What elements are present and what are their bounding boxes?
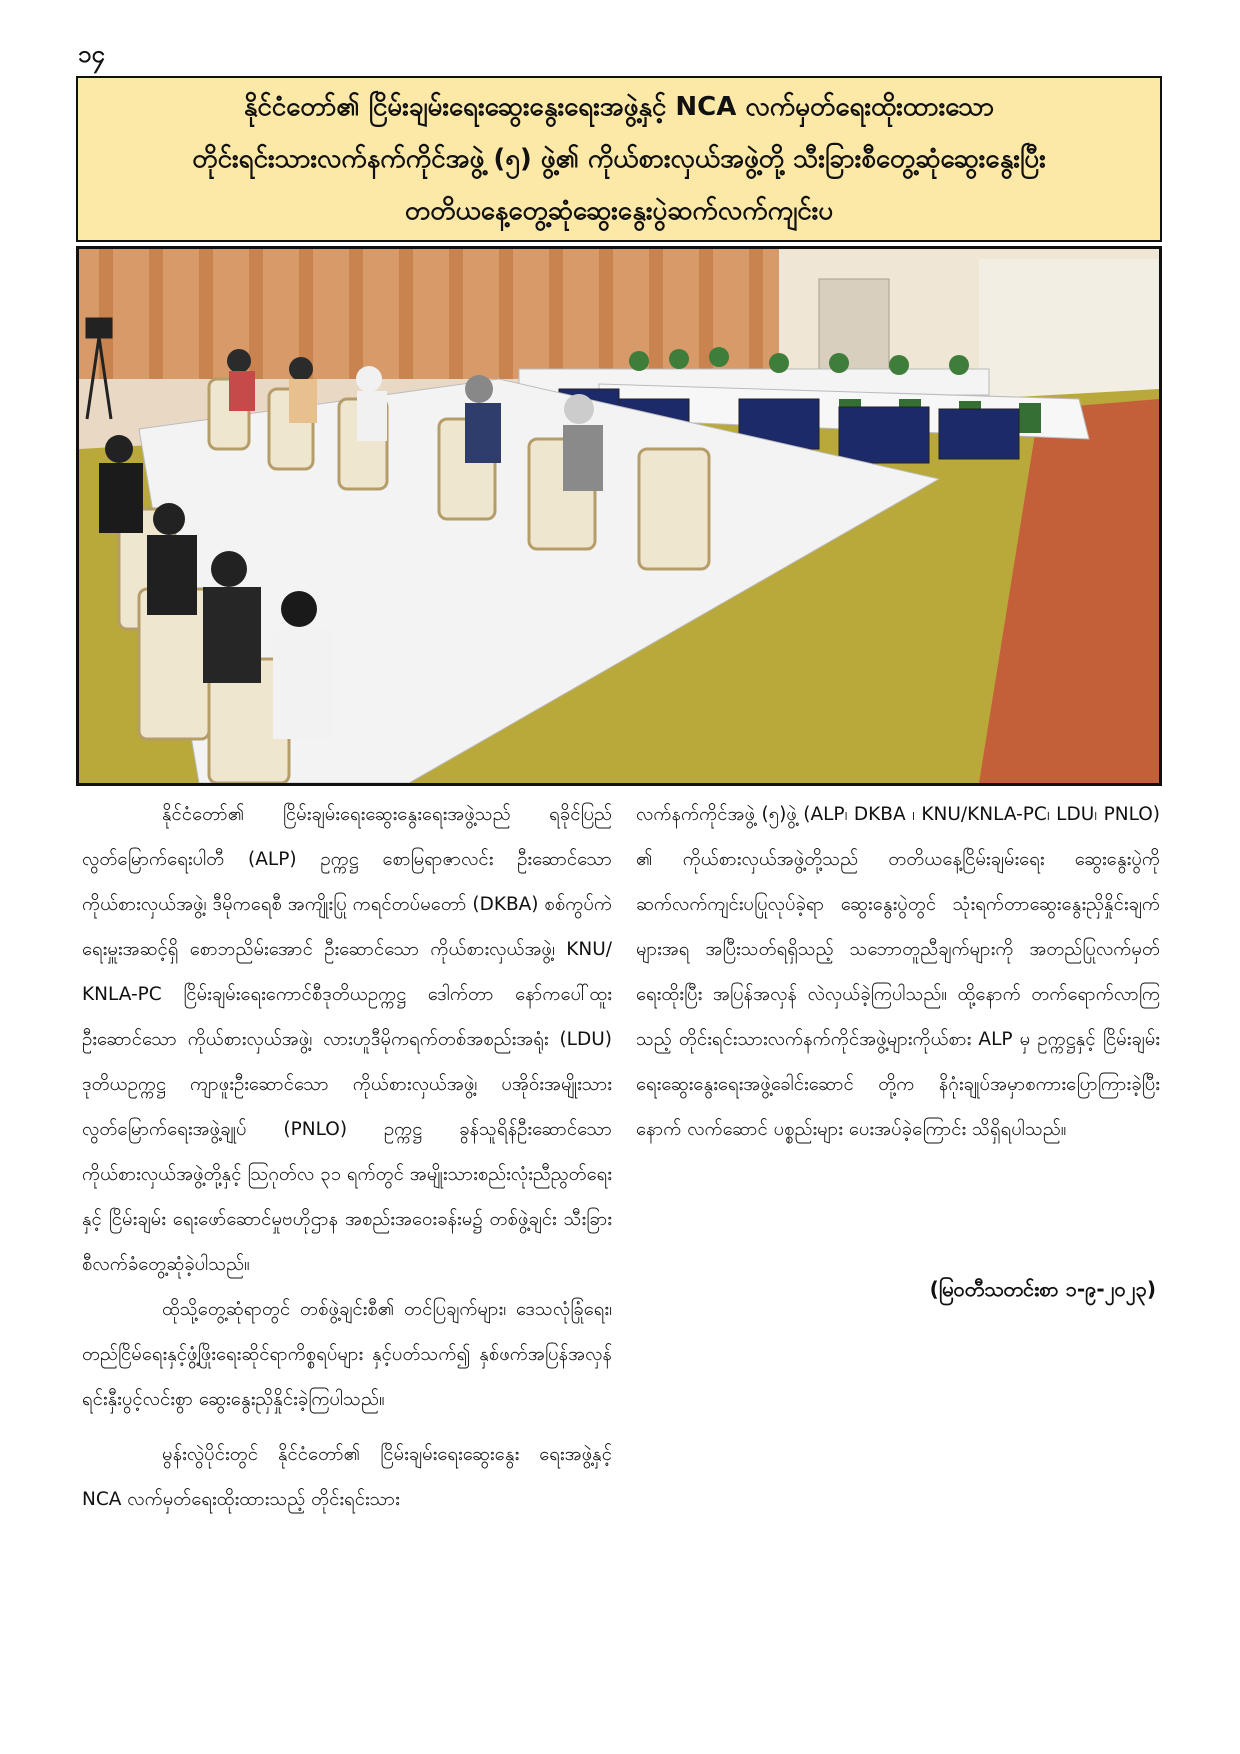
meeting-photo [76, 246, 1162, 786]
headline-line-1: နိုင်ငံတော်၏ ငြိမ်းချမ်းရေးဆွေးနွေးရေးအဖွဲ့နှင့် NCA လက်မှတ်ရေးထိုးထားသော [243, 92, 995, 122]
source-credit: (မြဝတီသတင်းစာ ၁-၉-၂၀၂၃) [929, 1277, 1156, 1301]
article-paragraph-1: နိုင်ငံတော်၏ ငြိမ်းချမ်းရေးဆွေးနွေးရေးအဖွဲ့သည် ရခိုင်ပြည်လွတ်မြောက်ရေးပါတီ (ALP) ဥက္ကဋ္ဌ စောမြရာဇာလင်း ဦးဆောင်သော ကိုယ်စားလှယ်အဖွဲ့၊ ဒီမိုကရေစီ အကျိုးပြု ကရင်တပ်မတော် (DKBA) စစ်ကွပ်ကဲရေးမှူးအဆင့်ရှိ စောဘညိမ်းအောင် ဦးဆောင်သော ကိုယ်စားလှယ်အဖွဲ့၊ KNU/ KNLA-PC ငြိမ်းချမ်းရေးကောင်စီဒုတိယဥက္ကဋ္ဌ ဒေါက်တာ နော်ကပေါ်ထူးဦးဆောင်သော ကိုယ်စားလှယ်အဖွဲ့၊ လားဟူဒီမိုကရက်တစ်အစည်းအရုံး (LDU) ဒုတိယဥက္ကဋ္ဌ ကျာဖူးဦးဆောင်သော ကိုယ်စားလှယ်အဖွဲ့၊ ပအိုဝ်းအမျိုးသားလွတ်မြောက်ရေးအဖွဲ့ချုပ် (PNLO) ဥက္ကဋ္ဌ ခွန်သူရိန်ဦးဆောင်သော ကိုယ်စားလှယ်အဖွဲ့တို့နှင့် ဩဂုတ်လ ၃၁ ရက်တွင် အမျိုးသားစည်းလုံးညီညွတ်ရေးနှင့် ငြိမ်းချမ်း ရေးဖော်ဆောင်မှုဗဟိုဌာန အစည်းအဝေးခန်းမ၌ တစ်ဖွဲ့ချင်း သီးခြားစီလက်ခံတွေ့ဆုံခဲ့ပါသည်။ [82, 804, 612, 1275]
headline-line-3: တတိယနေ့တွေ့ဆုံဆွေးနွေးပွဲဆက်လက်ကျင်းပ [404, 196, 834, 226]
page-number: ၁၄ [78, 40, 105, 68]
article-left-column [82, 792, 612, 1522]
article-right-column [636, 792, 1160, 1152]
article-paragraph-3: မွန်းလွဲပိုင်းတွင် နိုင်ငံတော်၏ ငြိမ်းချမ်းရေးဆွေးနွေး ရေးအဖွဲ့နှင့် NCA လက်မှတ်ရေးထိုးထားသည့် တိုင်းရင်းသား [82, 1444, 612, 1510]
meeting-photo-illustration [79, 249, 1159, 783]
article-paragraph-4: လက်နက်ကိုင်အဖွဲ့ (၅)ဖွဲ့ (ALP၊ DKBA ၊ KNU/KNLA-PC၊ LDU၊ PNLO) ၏ ကိုယ်စားလှယ်အဖွဲ့တို့သည် တတိယနေ့ငြိမ်းချမ်းရေး ဆွေးနွေးပွဲကို ဆက်လက်ကျင်းပပြုလုပ်ခဲ့ရာ ဆွေးနွေးပွဲတွင် သုံးရက်တာဆွေးနွေးညှိနှိုင်းချက်များအရ အပြီးသတ်ရရှိသည့် သဘောတူညီချက်များကို အတည်ပြုလက်မှတ်ရေးထိုးပြီး အပြန်အလှန် လဲလှယ်ခဲ့ကြပါသည်။ ထို့နောက် တက်ရောက်လာကြသည့် တိုင်းရင်းသားလက်နက်ကိုင်အဖွဲ့များကိုယ်စား ALP မှ ဥက္ကဋ္ဌနှင့် ငြိမ်းချမ်းရေးဆွေးနွေးရေးအဖွဲ့ခေါင်းဆောင် တို့က နိဂုံးချုပ်အမှာစကားပြောကြားခဲ့ပြီးနောက် လက်ဆောင် ပစ္စည်းများ ပေးအပ်ခဲ့ကြောင်း သိရှိရပါသည်။ [636, 804, 1160, 1140]
article-paragraph-2: ထိုသို့တွေ့ဆုံရာတွင် တစ်ဖွဲ့ချင်းစီ၏ တင်ပြချက်များ၊ ဒေသလုံခြုံရေး၊ တည်ငြိမ်ရေးနှင့်ဖွံ့ဖြိုးရေးဆိုင်ရာကိစ္စရပ်များ နှင့်ပတ်သက်၍ နှစ်ဖက်အပြန်အလှန် ရင်းနှီးပွင့်လင်းစွာ ဆွေးနွေးညှိနှိုင်းခဲ့ကြပါသည်။ [82, 1299, 612, 1410]
headline-box [76, 76, 1162, 242]
headline-line-2: တိုင်းရင်းသားလက်နက်ကိုင်အဖွဲ့ (၅) ဖွဲ့၏ ကိုယ်စားလှယ်အဖွဲ့တို့ သီးခြားစီတွေ့ဆုံဆွေးနွေးပြီး [192, 144, 1046, 174]
